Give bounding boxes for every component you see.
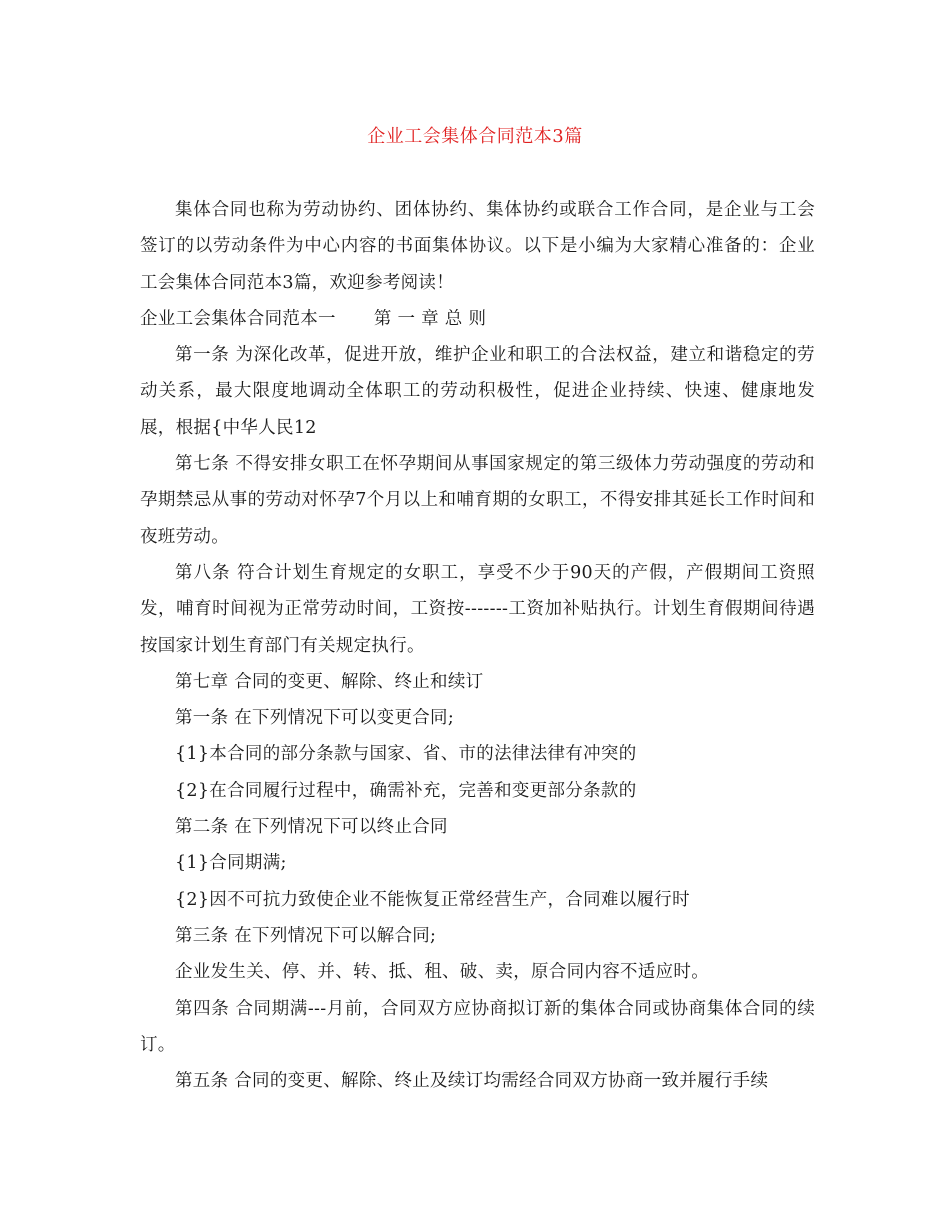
- paragraph: 第八条 符合计划生育规定的女职工，享受不少于90天的产假，产假期间工资照发，哺育时间视为正常劳动时间，工资按-------工资加补贴执行。计划生育假期间待遇按国家计划生育部门有关规定执行。: [140, 562, 815, 656]
- chapter-heading: 第 一 章 总 则: [373, 308, 487, 329]
- paragraph: 第一条 在下列情况下可以变更合同;: [175, 708, 455, 729]
- paragraph: 第四条 合同期满---月前，合同双方应协商拟订新的集体合同或协商集体合同的续订。: [140, 998, 815, 1055]
- paragraph: 第七条 不得安排女职工在怀孕期间从事国家规定的第三级体力劳动强度的劳动和孕期禁忌从事的劳动对怀孕7个月以上和哺育期的女职工，不得安排其延长工作时间和夜班劳动。: [140, 454, 815, 547]
- document-title: 企业工会集体合同范本3篇: [367, 126, 583, 147]
- list-item: {1}合同期满;: [175, 853, 287, 874]
- section-heading: [140, 301, 815, 337]
- paragraph: 第五条 合同的变更、解除、终止及续订均需经合同双方协商一致并履行手续: [175, 1071, 769, 1092]
- paragraph: 第一条 为深化改革，促进开放，维护企业和职工的合法权益，建立和谐稳定的劳动关系，最大限度地调动全体职工的劳动积极性，促进企业持续、快速、健康地发展，根据{中华人民12: [140, 345, 815, 438]
- chapter-title: 第七章 合同的变更、解除、终止和续订: [175, 671, 484, 692]
- paragraph: 第二条 在下列情况下可以终止合同: [175, 817, 448, 838]
- list-item: {1}本合同的部分条款与国家、省、市的法律法律有冲突的: [175, 744, 637, 765]
- paragraph: 企业发生关、停、并、转、抵、租、破、卖，原合同内容不适应时。: [175, 962, 709, 983]
- list-item: {2}因不可抗力致使企业不能恢复正常经营生产，合同难以履行时: [175, 889, 690, 910]
- section-label: 企业工会集体合同范本一: [140, 308, 336, 329]
- document-body: [140, 192, 815, 1099]
- list-item: {2}在合同履行过程中，确需补充，完善和变更部分条款的: [175, 780, 637, 801]
- intro-paragraph: 集体合同也称为劳动协约、团体协约、集体协约或联合工作合同，是企业与工会签订的以劳动条件为中心内容的书面集体协议。以下是小编为大家精心准备的：企业工会集体合同范本3篇，欢迎参考阅读！: [140, 200, 815, 293]
- paragraph: 第三条 在下列情况下可以解合同;: [175, 925, 437, 946]
